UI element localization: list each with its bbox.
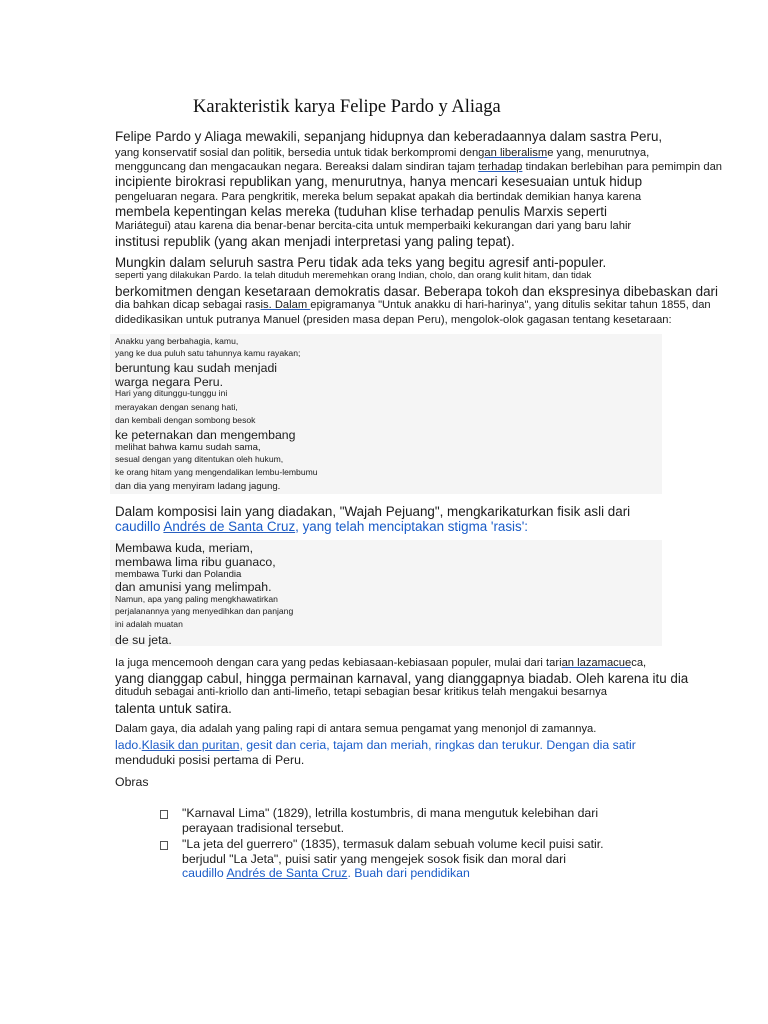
poem2-line: Membawa kuda, meriam, bbox=[115, 541, 254, 555]
obras-item-1-line2: perayaan tradisional tersebut. bbox=[182, 821, 345, 835]
para2-line2: seperti yang dilakukan Pardo. Ia telah dituduh meremehkan orang Indian, cholo, dan orang kulit hitam, dan tidak bbox=[115, 270, 592, 281]
para4-line1: Ia juga mencemooh dengan cara yang pedas kebiasaan-kebiasaan populer, mulai dari tarian lazamacueca, bbox=[115, 657, 647, 669]
poem1-line: ke orang hitam yang mengendalikan lembu-lembumu bbox=[115, 467, 318, 477]
terhadap-link[interactable]: terhadap bbox=[478, 161, 523, 173]
santa-cruz-link-2[interactable]: Andrés de Santa Cruz bbox=[226, 866, 348, 880]
para2-line1: Mungkin dalam seluruh sastra Peru tidak ada teks yang begitu agresif anti-populer. bbox=[115, 255, 607, 270]
poem1-line: Anakku yang berbahagia, kamu, bbox=[115, 336, 239, 346]
poem1-line: dan dia yang menyiram ladang jagung. bbox=[115, 481, 281, 492]
obras-item-2-line1: "La jeta del guerrero" (1835), termasuk dalam sebuah volume kecil puisi satir. bbox=[182, 837, 604, 851]
poem2-line: membawa Turki dan Polandia bbox=[115, 569, 242, 580]
para1-line7: Mariátegui) atau karena dia benar-benar bercita-cita untuk memperbaiki kekurangan dari yang baru lahir bbox=[115, 220, 632, 232]
para5-line1: Dalam gaya, dia adalah yang paling rapi di antara semua pengamat yang menonjol di zamannya. bbox=[115, 723, 597, 735]
document-title: Karakteristik karya Felipe Pardo y Aliaga bbox=[193, 97, 501, 117]
poem1-line: ke peternakan dan mengembang bbox=[115, 428, 296, 442]
poem1-line: Hari yang ditunggu-tunggu ini bbox=[115, 388, 228, 398]
poem2-line: dan amunisi yang melimpah. bbox=[115, 580, 272, 594]
poem2-line: perjalanannya yang menyedihkan dan panjang bbox=[115, 606, 294, 616]
puritan-link[interactable]: n puritan bbox=[191, 738, 240, 752]
para4-line3: dituduh sebagai anti-kriollo dan anti-limeño, tetapi sebagian besar kritikus telah mengakui besarnya bbox=[115, 686, 607, 698]
poem1-line: yang ke dua puluh satu tahunnya kamu rayakan; bbox=[115, 348, 301, 358]
rasis-link[interactable]: is. Dalam bbox=[260, 299, 311, 311]
para2-line5: didedikasikan untuk putranya Manuel (presiden masa depan Peru), mengolok-olok gagasan tentang kesetaraan: bbox=[115, 314, 672, 326]
para2-line4: dia bahkan dicap sebagai rasis. Dalam epigramanya "Untuk anakku di hari-harinya", yang ditulis sekitar tahun 1855, dan bbox=[115, 299, 711, 311]
para5-line3: menduduki posisi pertama di Peru. bbox=[115, 753, 305, 767]
poem2-line: membawa lima ribu guanaco, bbox=[115, 555, 276, 569]
para4-line2: yang dianggap cabul, hingga permainan karnaval, yang dianggapnya biadab. Oleh karena itu dia bbox=[115, 671, 689, 686]
poem2-line: de su jeta. bbox=[115, 633, 172, 647]
lazamacueca-link[interactable]: an lazamacue bbox=[561, 657, 632, 669]
para1-line5: pengeluaran negara. Para pengkritik, mereka belum sepakat apakah dia bertindak demikian hanya karena bbox=[115, 191, 642, 203]
bullet-icon bbox=[160, 810, 168, 819]
para3-line1: Dalam komposisi lain yang diadakan, "Wajah Pejuang", mengkarikaturkan fisik asli dari bbox=[115, 504, 631, 519]
poem1-line: beruntung kau sudah menjadi bbox=[115, 361, 278, 375]
para1-line8: institusi republik (yang akan menjadi interpretasi yang paling tepat). bbox=[115, 234, 515, 249]
poem2-line: ini adalah muatan bbox=[115, 619, 183, 629]
para3-line2: caudillo Andrés de Santa Cruz, yang telah menciptakan stigma 'rasis': bbox=[115, 519, 529, 534]
santa-cruz-link[interactable]: Andrés de Santa Cruz bbox=[163, 519, 296, 534]
para1-line2: yang konservatif sosial dan politik, bersedia untuk tidak berkompromi dengan liberalisme yang, menurutnya, bbox=[115, 147, 650, 159]
liberalism-link[interactable]: an liberalism bbox=[484, 147, 548, 159]
poem2-line: Namun, apa yang paling mengkhawatirkan bbox=[115, 594, 278, 604]
obras-heading: Obras bbox=[115, 775, 149, 789]
para1-line1: Felipe Pardo y Aliaga mewakili, sepanjang hidupnya dan keberadaannya dalam sastra Peru, bbox=[115, 129, 663, 144]
obras-item-1-line1: "Karnaval Lima" (1829), letrilla kostumbris, di mana mengutuk kelebihan dari bbox=[182, 806, 599, 820]
para1-line3: mengguncang dan mengacaukan negara. Bereaksi dalam sindiran tajam terhadap tindakan berlebihan para pemimpin dan bbox=[115, 161, 723, 173]
poem1-line: sesual dengan yang ditentukan oleh hukum, bbox=[115, 454, 284, 464]
para1-line4: incipiente birokrasi republikan yang, menurutnya, hanya mencari kesesuaian untuk hidup bbox=[115, 174, 643, 189]
para2-line3: berkomitmen dengan kesetaraan demokratis dasar. Beberapa tokoh dan ekspresinya dibebaskan dari bbox=[115, 284, 718, 299]
para1-line6: membela kepentingan kelas mereka (tuduhan klise terhadap penulis Marxis seperti bbox=[115, 204, 608, 219]
poem1-line: melihat bahwa kamu sudah sama, bbox=[115, 442, 261, 453]
klasik-link[interactable]: Klasik da bbox=[141, 738, 192, 752]
bullet-icon bbox=[160, 841, 168, 850]
para4-line4: talenta untuk satira. bbox=[115, 701, 232, 716]
poem1-line: dan kembali dengan sombong besok bbox=[115, 415, 256, 425]
para5-line2: lado.Klasik dan puritan, gesit dan ceria, tajam dan meriah, ringkas dan terukur. Dengan dia satir bbox=[115, 738, 636, 752]
poem1-line: warga negara Peru. bbox=[115, 375, 224, 389]
poem1-line: merayakan dengan senang hati, bbox=[115, 402, 238, 412]
obras-item-2-line2: berjudul "La Jeta", puisi satir yang mengejek sosok fisik dan moral dari bbox=[182, 852, 566, 866]
obras-item-2-line3: caudillo Andrés de Santa Cruz. Buah dari pendidikan bbox=[182, 866, 470, 880]
